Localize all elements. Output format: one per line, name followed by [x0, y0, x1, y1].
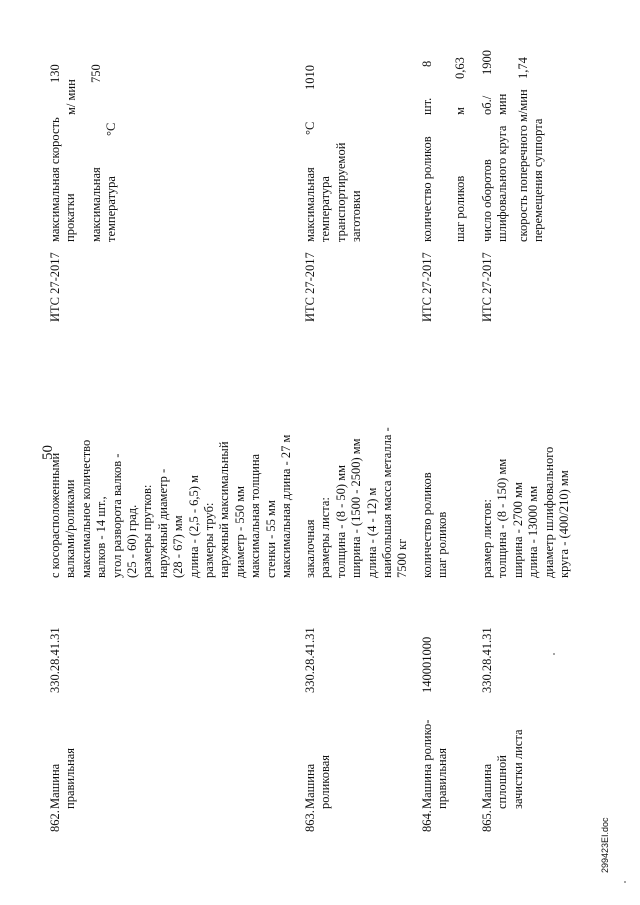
- name-line: Машина: [303, 763, 317, 809]
- parameter-value-2: 750: [89, 64, 103, 83]
- its-reference: ИТС 27-2017: [303, 252, 317, 322]
- parameter-name: количество роликов: [420, 136, 434, 242]
- name-line: роликовая: [318, 755, 333, 809]
- characteristics-text: [420, 472, 451, 578]
- parameter-unit: шт.: [420, 97, 434, 115]
- desc-line: максимальная длина - 27 м: [279, 434, 294, 578]
- parameter-unit: °C: [303, 121, 317, 135]
- row-number: 863.: [303, 810, 317, 832]
- desc-line: наружный диаметр -: [155, 468, 170, 578]
- param-line: максимальная: [89, 167, 103, 242]
- desc-line: размеры прутков:: [140, 484, 155, 578]
- parameter-name: шаг роликов: [453, 175, 467, 242]
- name-line: Машина ролико-: [420, 719, 434, 809]
- desc-line: с косорасположенными: [48, 452, 62, 578]
- name-line: зачистки листа: [510, 729, 525, 809]
- desc-line: размеры труб:: [202, 502, 217, 578]
- desc-line: наружный максимальный: [217, 441, 232, 578]
- param-line: число оборотов: [480, 159, 494, 242]
- param-line: максимальная: [303, 167, 317, 242]
- desc-line: круга - (400/210) мм: [557, 470, 572, 578]
- row-number: 865.: [480, 810, 494, 832]
- desc-line: максимальная толщина: [248, 453, 263, 578]
- okpd-code: 140001000: [420, 636, 434, 693]
- footer-filename: 299423EI.doc: [600, 817, 610, 873]
- param-line: температура: [318, 176, 333, 242]
- unit-line: мин: [495, 93, 510, 115]
- parameter-name: [303, 143, 365, 242]
- okpd-code: 330.28.41.31: [480, 627, 494, 693]
- param-line: температура: [104, 176, 119, 242]
- parameter-name: [48, 117, 79, 242]
- equipment-name: [480, 730, 526, 810]
- param-line: транспортируемой: [333, 142, 348, 242]
- desc-line: угол разворота валков -: [109, 453, 124, 578]
- its-reference: ИТС 27-2017: [480, 252, 494, 322]
- its-reference: ИТС 27-2017: [48, 252, 62, 322]
- name-line: правильная: [435, 747, 450, 809]
- characteristics-text: [48, 435, 295, 578]
- equipment-name: [48, 748, 79, 809]
- param-line: максимальная скорость: [48, 117, 62, 242]
- parameter-unit: [480, 94, 511, 115]
- page-number: 50: [40, 445, 56, 460]
- name-line: сплошной: [495, 755, 510, 809]
- desc-line: наибольшая масса металла -: [380, 427, 395, 578]
- param-line: скорость поперечного: [516, 125, 530, 242]
- characteristics-text: [303, 427, 411, 578]
- name-line: правильная: [63, 747, 78, 809]
- desc-line: длина - 13000 мм: [526, 485, 541, 578]
- equipment-name: [420, 720, 451, 809]
- row-number: 864.: [420, 810, 434, 832]
- desc-line: толщина - (8 - 50) мм: [333, 464, 348, 578]
- desc-line: размер листов:: [480, 499, 494, 578]
- desc-line: диаметр шлифовального: [541, 446, 556, 578]
- scan-speck: [624, 881, 626, 883]
- desc-line: шаг роликов: [435, 511, 450, 578]
- param-line: заготовки: [349, 190, 364, 242]
- desc-line: длина - (4 - 12) м: [364, 487, 379, 578]
- parameter-value: 8: [420, 60, 434, 67]
- desc-line: максимальное количество: [78, 439, 93, 578]
- name-line: Машина: [48, 763, 62, 809]
- parameter-unit: м/ мин: [64, 79, 78, 115]
- parameter-name: [480, 126, 511, 242]
- param-line: перемещения суппорта: [531, 118, 546, 242]
- desc-line: закалочная: [303, 519, 317, 578]
- parameter-value: 0,63: [453, 57, 467, 79]
- parameter-unit: м/мин: [516, 89, 530, 122]
- desc-line: количество роликов: [420, 472, 434, 578]
- desc-line: (28 - 67) мм: [171, 515, 186, 578]
- row-number: 862.: [48, 810, 62, 832]
- okpd-code: 330.28.41.31: [303, 627, 317, 693]
- desc-line: валков - 14 шт.,: [94, 496, 109, 578]
- parameter-unit: м: [453, 107, 467, 115]
- unit-line: об./: [480, 95, 494, 115]
- its-reference: ИТС 27-2017: [420, 252, 434, 322]
- scan-speck: [553, 653, 555, 655]
- desc-line: стенки - 55 мм: [263, 500, 278, 578]
- desc-line: ширина - 2700 мм: [510, 482, 525, 578]
- desc-line: 7500 кг: [395, 538, 410, 578]
- desc-line: длина - (2,5 - 6,5) м: [186, 475, 201, 578]
- parameter-name: [516, 119, 547, 242]
- parameter-value: 1010: [303, 65, 317, 90]
- param-line: прокатки: [63, 193, 78, 242]
- name-line: Машина: [480, 763, 494, 809]
- okpd-code: 330.28.41.31: [48, 627, 62, 693]
- characteristics-text: [480, 447, 572, 578]
- parameter-unit: °C: [104, 122, 118, 136]
- parameter-value: 1900: [480, 50, 494, 75]
- desc-line: (25 - 60) град.: [125, 504, 140, 578]
- desc-line: ширина - (1500 - 2500) мм: [349, 438, 364, 578]
- desc-line: валками/роликами: [63, 479, 78, 578]
- param-line: шлифовального круга: [495, 125, 510, 242]
- desc-line: диаметр - 550 мм: [232, 485, 247, 578]
- parameter-value: 130: [48, 64, 62, 83]
- desc-line: размеры листа:: [318, 497, 333, 578]
- parameter-value: 1,74: [516, 57, 530, 79]
- desc-line: толщина - (8 - 150) мм: [495, 458, 510, 578]
- parameter-name: [89, 167, 120, 242]
- equipment-name: [303, 755, 334, 809]
